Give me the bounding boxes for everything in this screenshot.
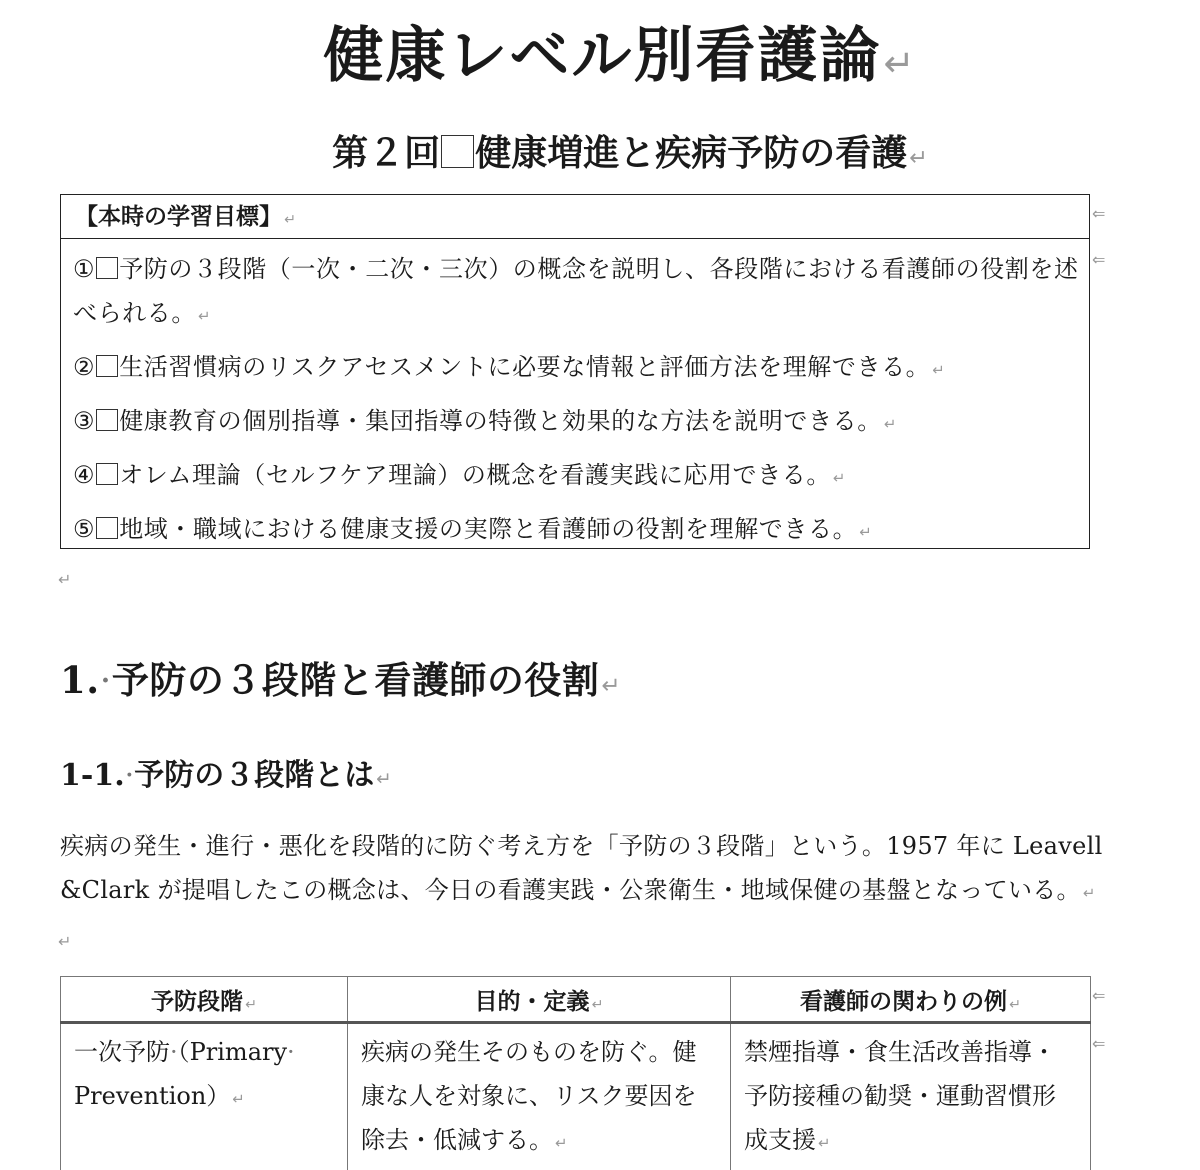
row-end-mark: ⇐	[1092, 986, 1105, 1005]
column-header-example: 看護師の関わりの例 ↵	[731, 977, 1091, 1023]
document-title: 健康レベル別看護論↵	[0, 18, 1200, 101]
objectives-table	[60, 194, 1090, 549]
section-heading: 1.·予防の３段階と看護師の役割↵	[60, 652, 621, 714]
fullwidth-space-mark	[441, 135, 474, 168]
objective-item: ① 予防の３段階（一次・二次・三次）の概念を説明し、各段階における看護師の役割を述べられる。 ↵	[73, 247, 1079, 338]
column-header-stage: 予防段階 ↵	[61, 977, 348, 1023]
prevention-stages-table	[60, 976, 1091, 1170]
fullwidth-space-mark	[96, 517, 118, 539]
document-subtitle: 第２回 健康増進と疾病予防の看護↵	[0, 128, 1200, 183]
objective-item: ⑤ 地域・職域における健康支援の実際と看護師の役割を理解できる。 ↵	[73, 507, 1079, 554]
empty-paragraph-mark: ↵	[58, 932, 71, 951]
objective-item: ② 生活習慣病のリスクアセスメントに必要な情報と評価方法を理解できる。 ↵	[73, 345, 1079, 392]
fullwidth-space-mark	[96, 257, 118, 279]
row-end-mark: ⇐	[1092, 204, 1105, 223]
objective-item: ③ 健康教育の個別指導・集団指導の特徴と効果的な方法を説明できる。 ↵	[73, 399, 1079, 446]
fullwidth-space-mark	[96, 463, 118, 485]
stage-cell: 一次予防·（Primary· Prevention） ↵	[61, 1023, 348, 1170]
table-header-row	[61, 977, 1091, 1023]
definition-cell: 疾病の発生そのものを防ぐ。健康な人を対象に、リスク要因を除去・低減する。 ↵	[348, 1023, 731, 1170]
row-end-mark: ⇐	[1092, 250, 1105, 269]
column-header-definition: 目的・定義 ↵	[348, 977, 731, 1023]
objectives-header: 【本時の学習目標】 ↵	[61, 195, 1089, 239]
objectives-list	[61, 239, 1089, 554]
fullwidth-space-mark	[96, 409, 118, 431]
table-row	[61, 1023, 1091, 1170]
fullwidth-space-mark	[96, 355, 118, 377]
body-paragraph: 疾病の発生・進行・悪化を段階的に防ぐ考え方を「予防の３段階」という。1957 年に Leavell &Clark が提唱したこの概念は、今日の看護実践・公衆衛生・地域保健の基盤となっている。 ↵	[60, 824, 1170, 915]
subsection-heading: 1-1.·予防の３段階とは ↵	[60, 752, 392, 804]
subtitle-prefix: 第２回	[332, 132, 440, 174]
row-end-mark: ⇐	[1092, 1034, 1105, 1053]
subtitle-main: 健康増進と疾病予防の看護	[475, 132, 907, 174]
example-cell: 禁煙指導・食生活改善指導・予防接種の勧奨・運動習慣形成支援 ↵	[731, 1023, 1091, 1170]
empty-paragraph-mark: ↵	[58, 570, 71, 589]
objective-item: ④ オレム理論（セルフケア理論）の概念を看護実践に応用できる。 ↵	[73, 453, 1079, 500]
